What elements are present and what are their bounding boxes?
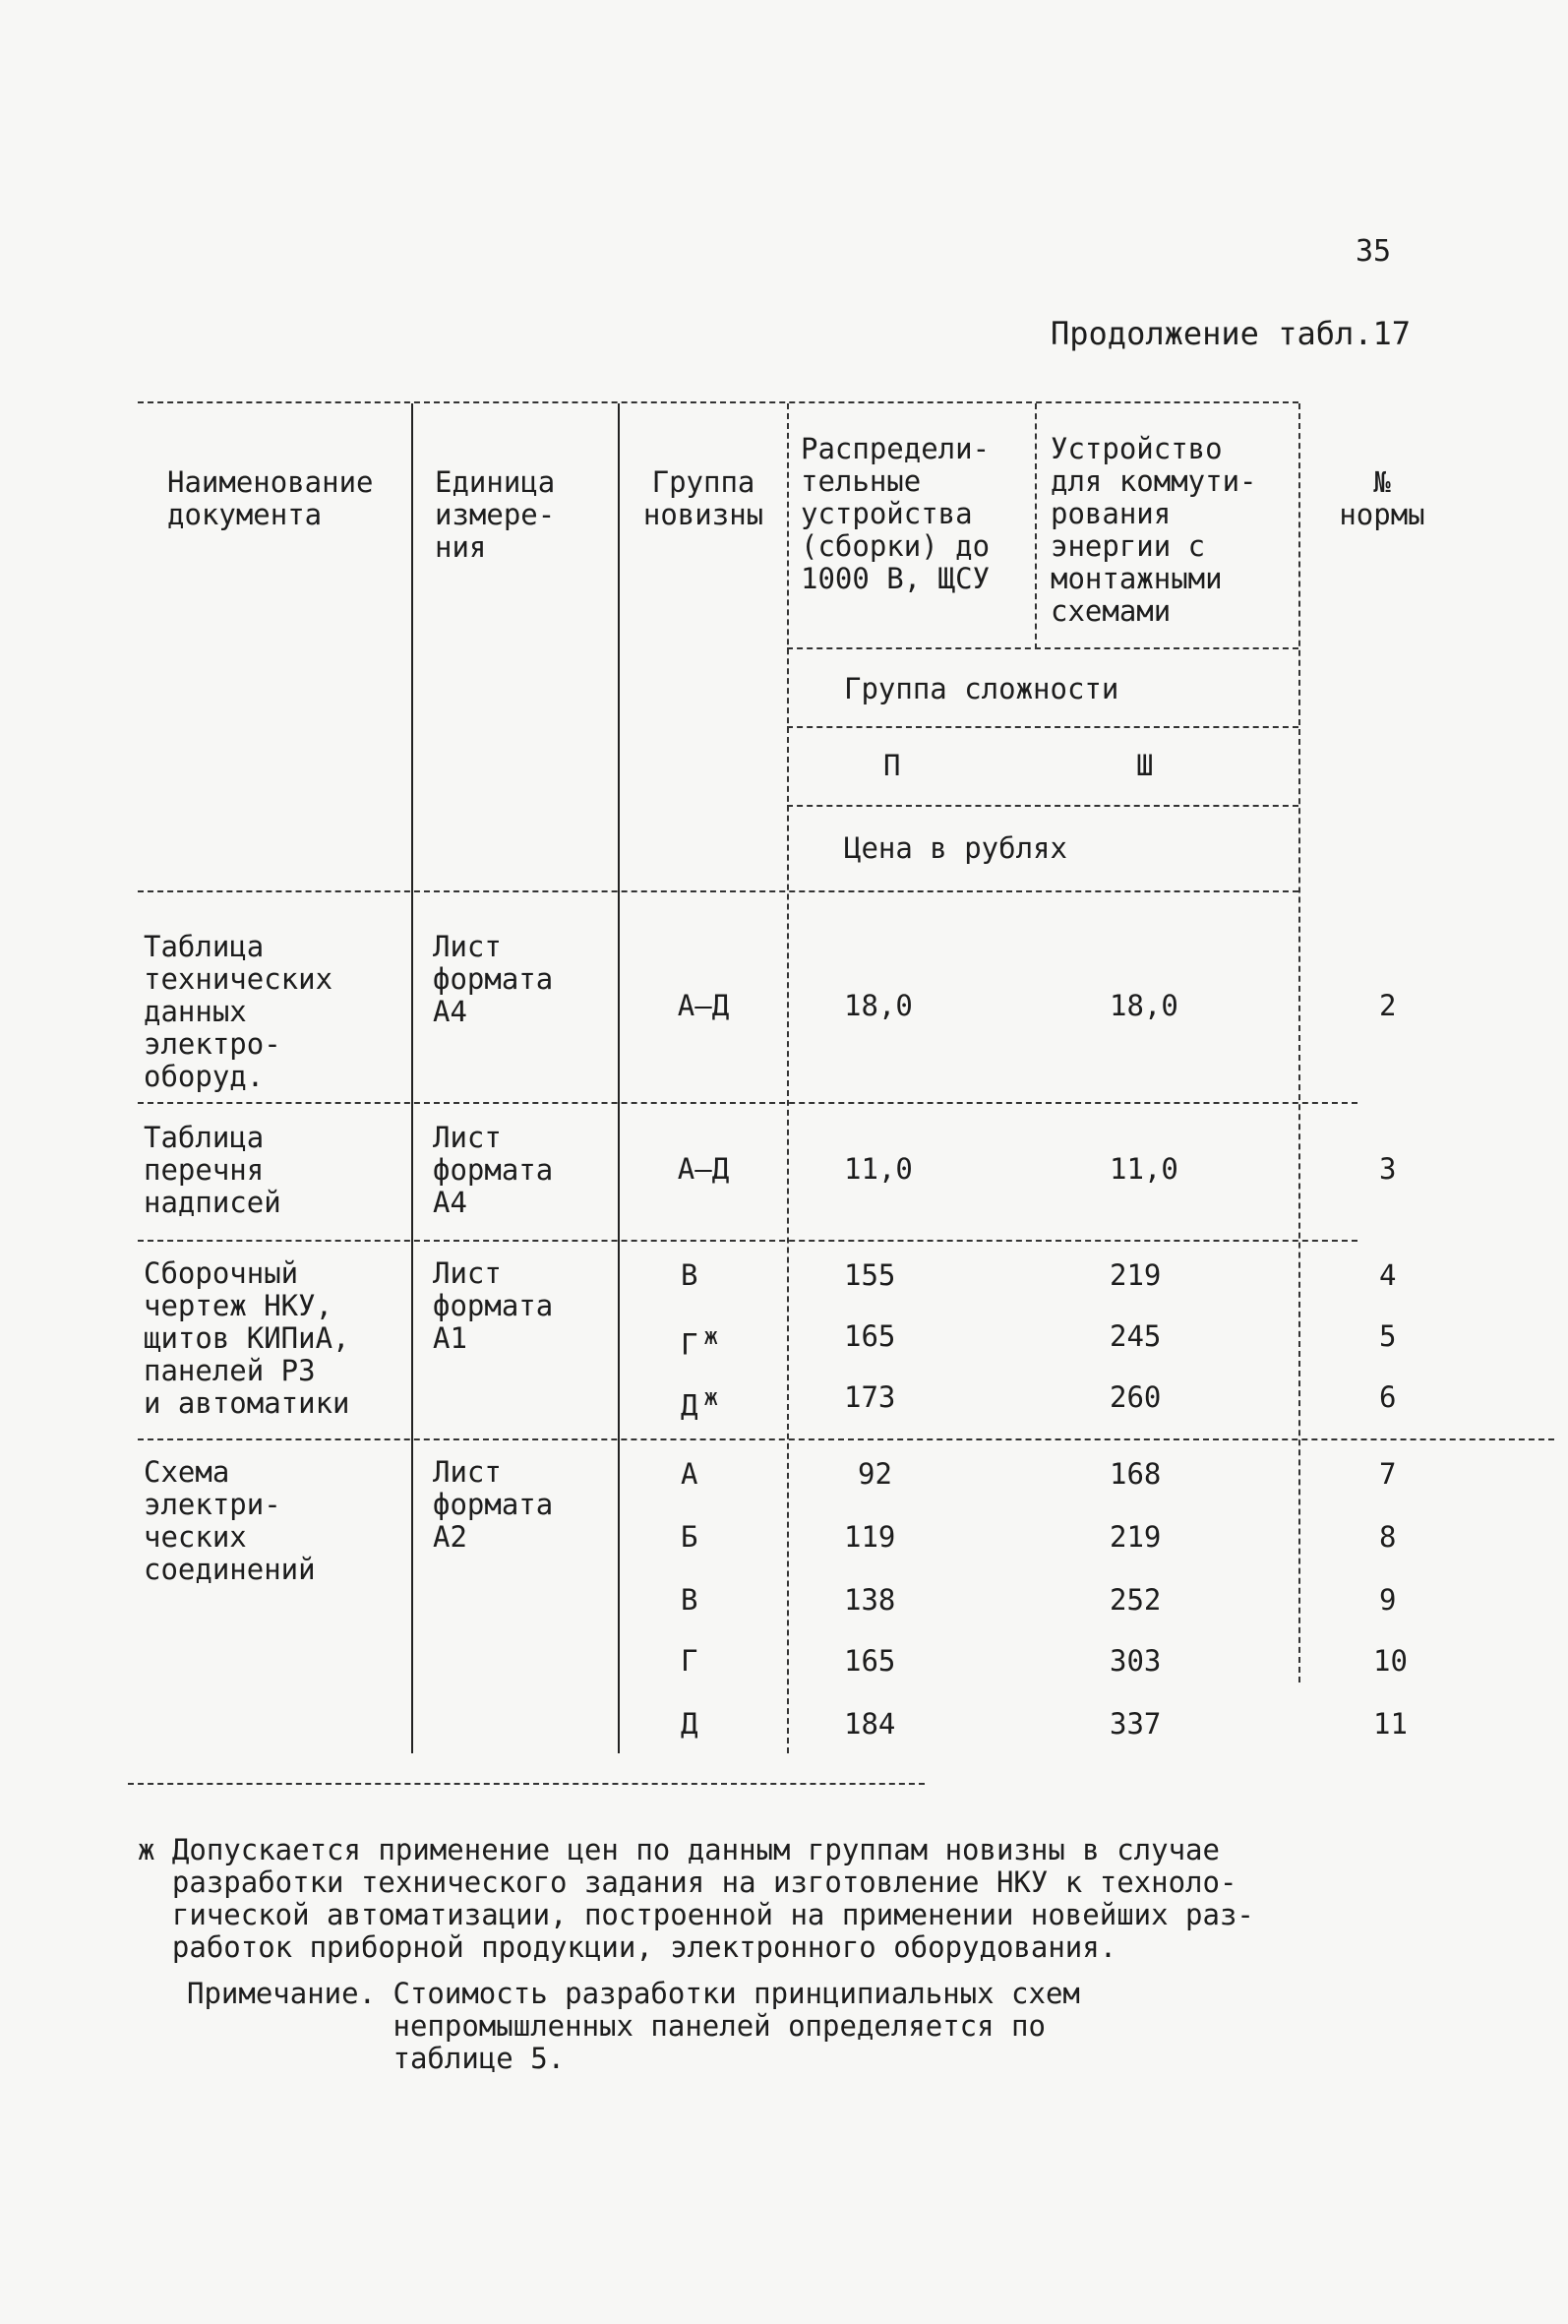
row-3a-dist: 155 [844,1258,896,1292]
row-3a-group: В [681,1258,698,1292]
table-top-rule [138,401,1298,403]
row-4-name: Схема электри- ческих соединений [144,1455,316,1586]
row-3b-group-label: Г [681,1327,698,1362]
row-3-unit: Лист формата А1 [433,1256,554,1355]
row-4c-norm: 9 [1379,1583,1397,1617]
row-4c-switch: 252 [1110,1583,1162,1617]
row-4d-switch: 303 [1110,1644,1162,1678]
header-complexity-iii: Ш [1136,749,1154,782]
row-4d-dist: 165 [844,1644,896,1678]
row-3b-group [681,1320,718,1362]
header-complexity-ii: П [883,749,901,782]
header-unit: Единица измере- ния [435,465,556,564]
header-complexity-group: Группа сложности [844,672,1119,705]
row-3c-group [681,1381,718,1423]
row-2-dist: 11,0 [844,1152,913,1186]
row-3b-dist: 165 [844,1319,896,1353]
row-2-group: А–Д [677,1152,730,1186]
table-bottom-rule [128,1783,925,1785]
header-switching: Устройство для коммути- рования энергии с монтажными схемами [1051,432,1257,628]
header-doc-name: Наименование документа [167,465,374,531]
row-4e-switch: 337 [1110,1707,1162,1741]
row-3b-norm: 5 [1379,1319,1397,1353]
row-1-dist: 18,0 [844,989,913,1022]
table-continuation-caption: Продолжение табл.17 [1051,315,1412,352]
header-bottom-rule [138,890,1298,892]
col-rule-5 [1298,403,1300,1682]
row-3c-dist: 173 [844,1380,896,1414]
row-4a-switch: 168 [1110,1457,1162,1491]
row-1-name: Таблица технических данных электро- оборуд. [144,930,333,1093]
header-subrule-3 [787,805,1298,807]
header-novelty-group: Группа новизны [642,465,764,531]
row-3a-norm: 4 [1379,1258,1397,1292]
header-subrule-2 [787,726,1298,728]
page-number: 35 [1356,234,1392,269]
row-2-unit: Лист формата А4 [433,1121,554,1219]
row-2-norm: 3 [1379,1152,1397,1186]
row-4e-group: Д [681,1707,698,1741]
col-rule-4 [1035,403,1037,649]
row-3c-group-label: Д [681,1388,698,1423]
footnote: ж Допускается применение цен по данным группам новизны в случае разработки технического задания на изготовление НКУ к техноло- гической автоматизации, построенной на применении новейших раз- работок приборной продукции, электронного оборудования. [138,1833,1254,1964]
row-4e-norm: 11 [1373,1707,1408,1741]
row-1-group: А–Д [677,989,730,1022]
header-price: Цена в рублях [844,831,1067,865]
row-2-switch: 11,0 [1110,1152,1178,1186]
row-4d-norm: 10 [1373,1644,1408,1678]
row-4b-dist: 119 [844,1520,896,1554]
row-4a-dist: 92 [858,1457,892,1491]
row-2-name: Таблица перечня надписей [144,1121,281,1219]
header-norm-no: № нормы [1339,465,1425,531]
row-3b-switch: 245 [1110,1319,1162,1353]
table-note: Примечание. Стоимость разработки принципиальных схем непромышленных панелей определяется по таблице 5. [187,1977,1080,2075]
header-distribution: Распредели- тельные устройства (сборки) до 1000 В, ЩСУ [801,432,991,595]
row-1-switch: 18,0 [1110,989,1178,1022]
row-4b-norm: 8 [1379,1520,1397,1554]
row-1-norm: 2 [1379,989,1397,1022]
row-3a-switch: 219 [1110,1258,1162,1292]
header-subrule-1 [787,647,1298,649]
col-rule-1 [411,403,413,1753]
row-3c-switch: 260 [1110,1380,1162,1414]
row-rule-2 [138,1240,1357,1242]
col-rule-2 [618,403,620,1753]
row-4-unit: Лист формата А2 [433,1455,554,1554]
col-rule-3 [787,403,789,1753]
row-3c-footnote-mark: ж [703,1383,718,1411]
row-rule-3 [138,1438,1554,1440]
row-4b-switch: 219 [1110,1520,1162,1554]
row-4d-group: Г [681,1644,698,1678]
row-4a-group: А [681,1457,698,1491]
row-4e-dist: 184 [844,1707,896,1741]
row-3c-norm: 6 [1379,1380,1397,1414]
row-3b-footnote-mark: ж [703,1322,718,1350]
row-4a-norm: 7 [1379,1457,1397,1491]
row-4b-group: Б [681,1520,698,1554]
row-rule-1 [138,1102,1357,1104]
row-4c-dist: 138 [844,1583,896,1617]
row-3-name: Сборочный чертеж НКУ, щитов КИПиА, панелей РЗ и автоматики [144,1256,350,1420]
row-4c-group: В [681,1583,698,1617]
row-1-unit: Лист формата А4 [433,930,554,1028]
